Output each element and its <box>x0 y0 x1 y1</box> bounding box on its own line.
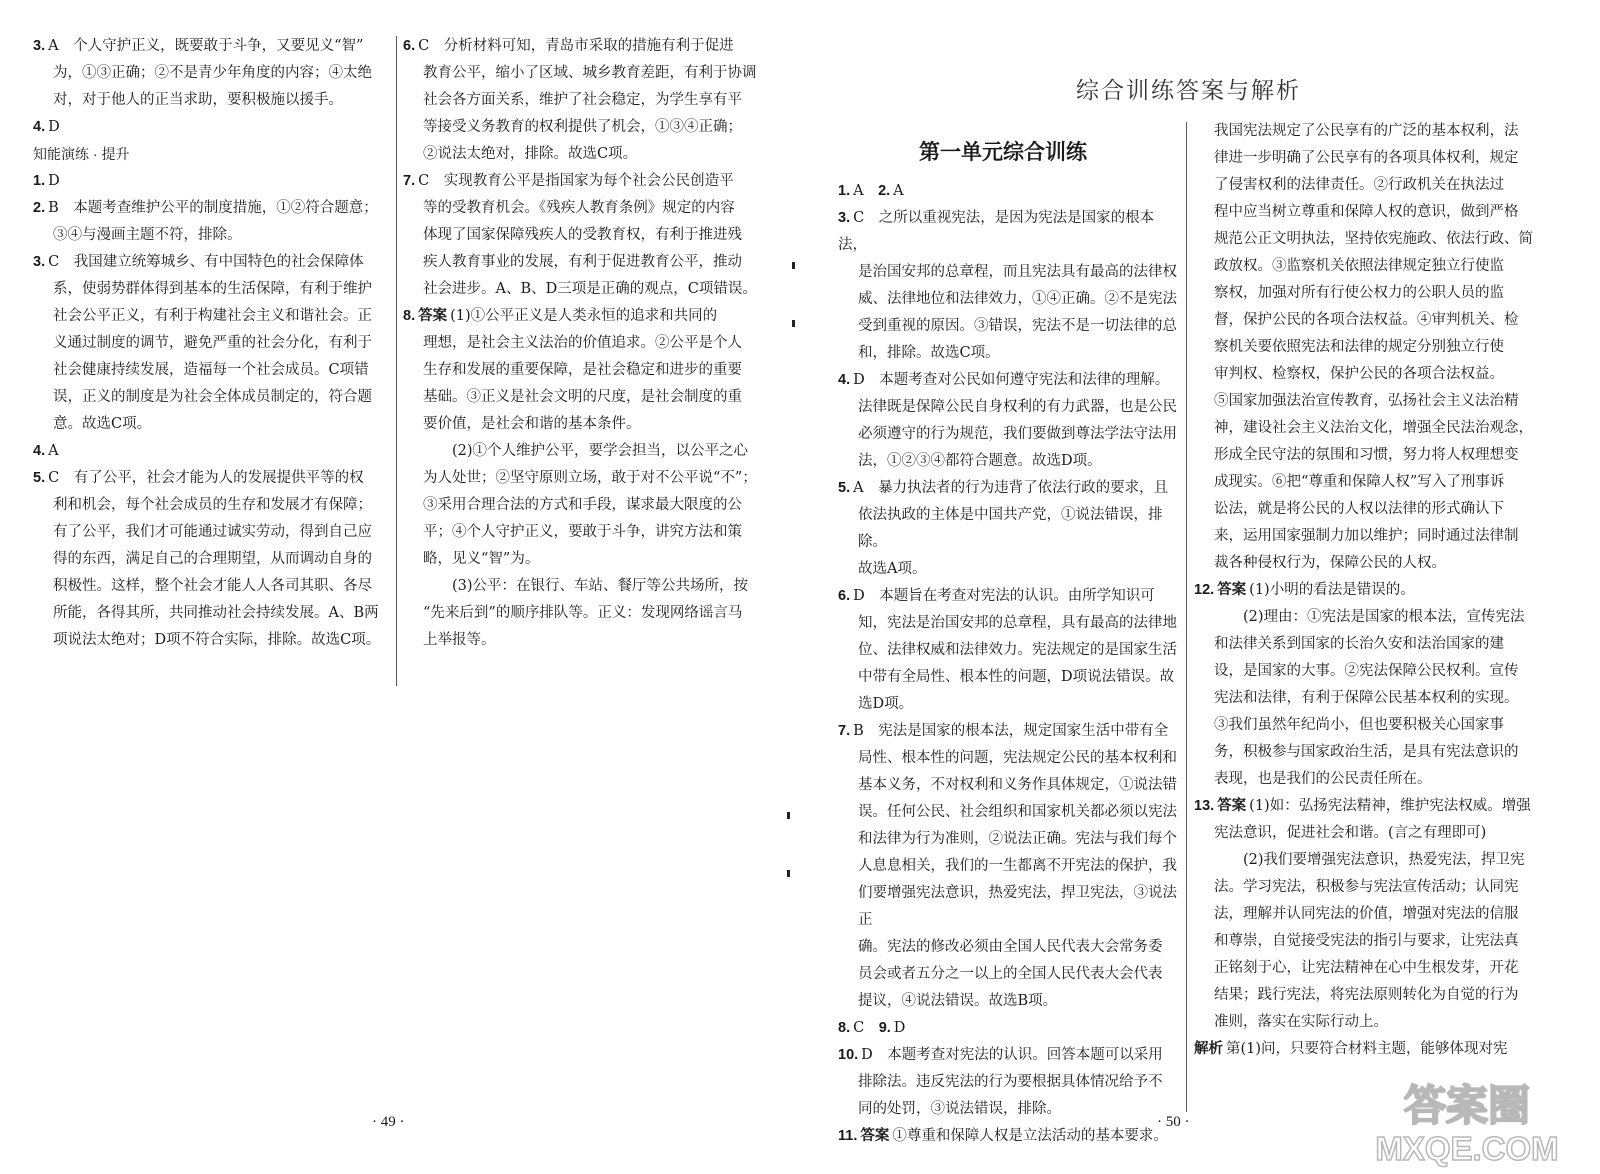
answer-line <box>1194 469 1566 496</box>
line-text: B 宪法是国家的根本法，规定国家生活中带有全 <box>853 723 1169 739</box>
line-text: 察机关要依照宪法和法律的规定分别独立行使 <box>1214 339 1504 355</box>
line-text: ③我们虽然年纪尚小，但也要积极关心国家事 <box>1214 717 1504 733</box>
answer-item <box>403 303 758 330</box>
line-text: 得的东西，满足自己的合理期望，从而调动自身的 <box>53 551 372 567</box>
answer-item <box>838 583 1178 610</box>
answer-line <box>838 340 1178 367</box>
answer-line <box>1194 253 1566 280</box>
answer-line <box>33 276 388 303</box>
answer-item <box>33 249 388 276</box>
line-text: 督，保护公民的各项合法权益。④审判机关、检 <box>1214 312 1519 328</box>
watermark-bottom-text: MXQE.COM <box>1375 1130 1559 1167</box>
item-number: 7. <box>403 173 416 189</box>
item-number: 8. <box>403 308 416 324</box>
answer-line <box>403 60 758 87</box>
line-text: 局性、根本性的问题，宪法规定公民的基本权利和 <box>858 750 1177 766</box>
item-number: 4. <box>838 372 851 388</box>
binding-mark <box>787 812 790 819</box>
line-text: 规范公正文明执法，坚持依宪施政、依法行政、简 <box>1214 231 1533 247</box>
line-text: (2)理由：①宪法是国家的根本法，宣传宪法 <box>1243 609 1525 625</box>
line-text: 知能演练 · 提升 <box>33 146 130 162</box>
answer-line <box>1194 415 1566 442</box>
answer-line <box>838 691 1178 718</box>
line-text: 社会进步。A、B、D三项是正确的观点，C项错误。 <box>423 281 757 297</box>
item-number: 2. <box>33 200 46 216</box>
answer-line <box>403 492 758 519</box>
answer-line <box>838 421 1178 448</box>
line-text: 准则，落实在实际行动上。 <box>1214 1014 1388 1030</box>
answer-line <box>33 411 388 438</box>
line-text: 误，正义的制度是为社会全体成员制定的，符合题 <box>53 389 372 405</box>
line-text: 正铭刻于心，让宪法精神在心中生根发芽，开花 <box>1214 960 1519 976</box>
answer-line <box>838 610 1178 637</box>
answer-item <box>33 114 388 141</box>
left-column-divider <box>396 36 397 686</box>
answer-line <box>33 573 388 600</box>
line-text: 讼法，就是将公民的人权以法律的形式确认下 <box>1214 501 1504 517</box>
line-text: 确。宪法的修改必须由全国人民代表大会常务委 <box>858 939 1163 955</box>
answer-line <box>838 448 1178 475</box>
item-number: 3. <box>838 210 851 226</box>
answer-line <box>1194 523 1566 550</box>
answer-line <box>33 546 388 573</box>
answer-item <box>838 367 1178 394</box>
line-text: 法律既是保障公民自身权利的有力武器，也是公民 <box>858 399 1177 415</box>
answer-line <box>403 195 758 222</box>
item-number: 13. <box>1194 798 1215 814</box>
answer-line <box>1194 442 1566 469</box>
line-text: (3)公平：在银行、车站、餐厅等公共场所，按 <box>452 578 749 594</box>
line-text: “先来后到”的顺序排队等。正义：发现网络谣言马 <box>423 605 743 621</box>
line-text: 是治国安邦的总章程，而且宪法具有最高的法律权 <box>858 264 1177 280</box>
line-text: 律进一步明确了公民享有的各项具体权利，规定 <box>1214 150 1519 166</box>
line-text: 社会各方面关系，维护了社会稳定，为学生享有平 <box>423 92 742 108</box>
answer-line <box>838 1069 1178 1096</box>
left-column-2 <box>403 33 758 654</box>
page-number-right: · 50 · <box>1157 1114 1190 1130</box>
answer-item <box>33 465 388 492</box>
answer-line <box>838 799 1178 826</box>
answer-line <box>33 60 388 87</box>
answer-line <box>1194 658 1566 685</box>
line-text: (1)如：弘扬宪法精神，维护宪法权威。增强 <box>1249 798 1531 814</box>
answer-item <box>33 33 388 60</box>
watermark-top-text: 答案圈 <box>1403 1082 1531 1129</box>
line-text: C 之所以重视宪法，是因为宪法是国家的根本法， <box>838 210 1155 253</box>
line-text: 提议，④说法错误。故选B项。 <box>858 993 1058 1009</box>
answer-line <box>838 880 1178 934</box>
line-text: 等的受教育机会。《残疾人教育条例》规定的内容 <box>423 200 735 216</box>
item-number: 5. <box>838 480 851 496</box>
answer-line <box>838 961 1178 988</box>
line-text: 体现了国家保障残疾人的受教育权，有利于推进残 <box>423 227 742 243</box>
answer-line <box>1194 307 1566 334</box>
item-number: 3. <box>33 38 46 54</box>
line-text: (1)小明的看法是错误的。 <box>1249 582 1415 598</box>
answer-line <box>1194 739 1566 766</box>
line-text: 意。故选C项。 <box>53 416 152 432</box>
item-number: 3. <box>33 254 46 270</box>
item-number: 9. <box>878 1020 891 1036</box>
line-text: 选D项。 <box>858 696 914 712</box>
answer-line <box>403 330 758 357</box>
answer-item <box>33 168 388 195</box>
line-text: 结果；践行宪法，将宪法原则转化为自觉的行为 <box>1214 987 1519 1003</box>
answer-line <box>403 627 758 654</box>
answer-label: 解析 <box>1194 1041 1223 1057</box>
answer-line <box>33 357 388 384</box>
right-column-divider <box>1186 122 1187 1112</box>
answer-line <box>838 988 1178 1015</box>
line-text: 平；④个人守护正义，要敢于斗争，讲究方法和策 <box>423 524 742 540</box>
answer-line <box>1194 226 1566 253</box>
item-number: 10. <box>838 1047 859 1063</box>
line-text: A <box>48 443 59 459</box>
item-number: 2. <box>878 183 891 199</box>
answer-item <box>838 178 1178 205</box>
line-text: 宪法意识，促进社会和谐。(言之有理即可) <box>1214 825 1487 841</box>
answer-line <box>33 519 388 546</box>
answer-line <box>403 546 758 573</box>
line-text: 我国宪法规定了公民享有的广泛的基本权利，法 <box>1214 123 1519 139</box>
answer-line <box>1194 1009 1566 1036</box>
line-text: 义通过制度的调节，避免严重的社会分化，有利于 <box>53 335 372 351</box>
answer-label: 答案 <box>418 308 448 324</box>
answer-line <box>403 114 758 141</box>
left-column-1 <box>33 33 388 654</box>
answer-line <box>1194 820 1566 847</box>
answer-line <box>1194 712 1566 739</box>
line-text: 政放权。③监察机关依照法律规定独立行使监 <box>1214 258 1504 274</box>
answer-line <box>838 772 1178 799</box>
item-number: 4. <box>33 119 46 135</box>
line-text: 和，排除。故选C项。 <box>858 345 1000 361</box>
line-text: 依法执政的主体是中国共产党，①说法错误，排除。 <box>858 507 1163 550</box>
item-number: 1. <box>33 173 46 189</box>
answer-line <box>1194 280 1566 307</box>
answer-line <box>1194 847 1566 874</box>
binding-mark <box>792 320 795 327</box>
line-text: 表现，也是我们的公民责任所在。 <box>1214 771 1432 787</box>
line-text: 神，建设社会主义法治文化，增强全民法治观念， <box>1214 420 1533 436</box>
line-text: D <box>893 1020 906 1036</box>
line-text: ③④与漫画主题不符，排除。 <box>53 227 242 243</box>
answer-line <box>403 600 758 627</box>
answer-line <box>838 394 1178 421</box>
line-text: 社会健康持续发展，造福每一个社会成员。C项错 <box>53 362 369 378</box>
answer-line <box>403 222 758 249</box>
answer-line <box>838 556 1178 583</box>
line-text: 法。学习宪法，积极参与宪法宣传活动；认同宪 <box>1214 879 1519 895</box>
answer-line <box>1194 1036 1566 1063</box>
line-text: 项说法太绝对；D项不符合实际，排除。故选C项。 <box>53 632 381 648</box>
item-number: 12. <box>1194 582 1215 598</box>
line-text: C <box>853 1020 879 1036</box>
line-text: 设，是国家的大事。②宪法保障公民权利。宣传 <box>1214 663 1519 679</box>
answer-line <box>1194 361 1566 388</box>
line-text: 位、法律权威和法律效力。宪法规定的是国家生活 <box>858 642 1177 658</box>
answer-line <box>838 502 1178 556</box>
line-text: 察权，加强对所有行使公权力的公职人员的监 <box>1214 285 1504 301</box>
line-text: 们要增强宪法意识，热爱宪法，捍卫宪法，③说法正 <box>858 885 1177 928</box>
line-text: ⑤国家加强法治宣传教育，弘扬社会主义法治精 <box>1214 393 1519 409</box>
line-text: 和法律关系到国家的长治久安和法治国家的建 <box>1214 636 1504 652</box>
answer-line <box>403 519 758 546</box>
line-text: ①尊重和保障人权是立法活动的基本要求。 <box>892 1128 1168 1144</box>
line-text: D 本题旨在考查对宪法的认识。由所学知识可 <box>853 588 1155 604</box>
line-text: 员会或者五分之一以上的全国人民代表大会代表 <box>858 966 1163 982</box>
line-text: B 本题考查维护公平的制度措施，①②符合题意； <box>48 200 378 216</box>
line-text: (1)①公平正义是人类永恒的追求和共同的 <box>450 308 718 324</box>
answer-item <box>1194 793 1566 820</box>
line-text: 积极性。这样，整个社会才能人人各司其职、各尽 <box>53 578 372 594</box>
answer-line <box>403 384 758 411</box>
line-text: 等接受义务教育的权利提供了机会，①③④正确； <box>423 119 742 135</box>
line-text: 审判权、检察权，保护公民的各项合法权益。 <box>1214 366 1504 382</box>
line-text: 理想，是社会主义法治的价值追求。②公平是个人 <box>423 335 742 351</box>
answer-line <box>1194 685 1566 712</box>
line-text: C 分析材料可知，青岛市采取的措施有利于促进 <box>418 38 734 54</box>
line-text: 基础。③正义是社会文明的尺度，是社会制度的重 <box>423 389 742 405</box>
line-text: 为人处世；②坚守原则立场，敢于对不公平说“不”； <box>423 470 757 486</box>
right-column-2 <box>1194 118 1566 1063</box>
line-text: (2)我们要增强宪法意识，热爱宪法，捍卫宪 <box>1243 852 1525 868</box>
answer-line <box>1194 604 1566 631</box>
answer-line <box>838 664 1178 691</box>
answer-line <box>33 492 388 519</box>
answer-line <box>403 438 758 465</box>
answer-line <box>838 934 1178 961</box>
line-text: 排除法。违反宪法的行为要根据具体情况给予不 <box>858 1074 1163 1090</box>
line-text: A <box>853 183 879 199</box>
answer-line <box>33 600 388 627</box>
answer-item <box>1194 577 1566 604</box>
line-text: 有了公平，我们才可能通过诚实劳动，得到自己应 <box>53 524 372 540</box>
line-text: 所能，各得其所，共同推动社会持续发展。A、B两 <box>53 605 379 621</box>
line-text: 社会公平正义，有利于构建社会主义和谐社会。正 <box>53 308 372 324</box>
answer-line <box>1194 874 1566 901</box>
line-text: 法，理解并认同宪法的价值，增强对宪法的信服 <box>1214 906 1519 922</box>
line-text: 必须遵守的行为规范，我们要做到尊法学法守法用 <box>858 426 1177 442</box>
answer-line <box>33 87 388 114</box>
line-text: C 有了公平，社会才能为人的发展提供平等的权 <box>48 470 364 486</box>
answer-label: 答案 <box>860 1128 890 1144</box>
line-text: C 实现教育公平是指国家为每个社会公民创造平 <box>418 173 734 189</box>
line-text: 成现实。⑥把“尊重和保障人权”写入了刑事诉 <box>1214 474 1505 490</box>
answer-item <box>33 195 388 222</box>
answer-line <box>1194 766 1566 793</box>
answer-label: 答案 <box>1217 582 1247 598</box>
answer-line <box>403 249 758 276</box>
item-number: 1. <box>838 183 851 199</box>
line-text: 了侵害权利的法律责任。②行政机关在执法过 <box>1214 177 1504 193</box>
page-number-left: · 49 · <box>372 1114 405 1130</box>
line-text: 和法律为行为准则，②说法正确。宪法与我们每个 <box>858 831 1177 847</box>
answer-line <box>403 357 758 384</box>
answer-line <box>403 411 758 438</box>
line-text: 人息息相关，我们的一生都离不开宪法的保护，我 <box>858 858 1177 874</box>
answer-line <box>1194 145 1566 172</box>
line-text: 威、法律地位和法律效力，①④正确。②不是宪法 <box>858 291 1177 307</box>
line-text: 形成全民守法的氛围和习惯，努力将人权理想变 <box>1214 447 1519 463</box>
item-number: 6. <box>838 588 851 604</box>
unit-title: 第一单元综合训练 <box>919 141 1087 164</box>
answer-line <box>838 637 1178 664</box>
line-text: D 本题考查对公民如何遵守宪法和法律的理解。 <box>853 372 1170 388</box>
answer-line <box>1194 199 1566 226</box>
line-text: 知，宪法是治国安邦的总章程，具有最高的法律地 <box>858 615 1177 631</box>
answer-line <box>838 745 1178 772</box>
answer-line <box>1194 334 1566 361</box>
answer-line <box>403 87 758 114</box>
answer-item <box>838 205 1178 259</box>
line-text: 宪法和法律，有利于保障公民基本权利的实现。 <box>1214 690 1519 706</box>
answer-line <box>33 330 388 357</box>
item-number: 8. <box>838 1020 851 1036</box>
line-text: A <box>893 183 904 199</box>
answer-line <box>33 384 388 411</box>
watermark-logo <box>1345 1068 1590 1168</box>
line-text: 生存和发展的重要保障，是社会稳定和进步的重要 <box>423 362 742 378</box>
binding-mark <box>787 870 790 877</box>
answer-line <box>403 276 758 303</box>
answer-line <box>403 573 758 600</box>
item-number: 7. <box>838 723 851 739</box>
answer-line <box>838 259 1178 286</box>
answer-line <box>838 286 1178 313</box>
section-heading <box>33 141 388 168</box>
answer-line <box>1194 982 1566 1009</box>
answer-line <box>838 826 1178 853</box>
answer-line <box>838 853 1178 880</box>
line-text: 对，对于他人的正当求助，要积极施以援手。 <box>53 92 343 108</box>
line-text: 同的处罚，③说法错误，排除。 <box>858 1101 1061 1117</box>
line-text: 误。任何公民、社会组织和国家机关都必须以宪法 <box>858 804 1177 820</box>
answer-line <box>1194 550 1566 577</box>
item-number: 11. <box>838 1128 858 1144</box>
line-text: D 本题考查对宪法的认识。回答本题可以采用 <box>861 1047 1163 1063</box>
answer-item <box>838 1015 1178 1042</box>
answer-item <box>838 1123 1178 1150</box>
answer-item <box>838 475 1178 502</box>
answer-line <box>33 627 388 654</box>
line-text: (2)①个人维护公平，要学会担当，以公平之心 <box>452 443 749 459</box>
answer-line <box>838 1096 1178 1123</box>
answer-line <box>1194 955 1566 982</box>
answer-line <box>1194 388 1566 415</box>
answer-line <box>1194 118 1566 145</box>
answer-item <box>838 1042 1178 1069</box>
line-text: 法，①②③④都符合题意。故选D项。 <box>858 453 1102 469</box>
line-text: ③采用合理合法的方式和手段，谋求最大限度的公 <box>423 497 742 513</box>
line-text: 受到重视的原因。③错误，宪法不是一切法律的总 <box>858 318 1177 334</box>
item-number: 4. <box>33 443 46 459</box>
line-text: 中带有全局性、根本性的问题，D项说法错误。故 <box>858 669 1175 685</box>
binding-mark <box>792 262 795 269</box>
line-text: 务，积极参与国家政治生活，是具有宪法意识的 <box>1214 744 1519 760</box>
answer-line <box>1194 631 1566 658</box>
answer-line <box>1194 901 1566 928</box>
line-text: 要价值，是社会和谐的基本条件。 <box>423 416 641 432</box>
line-text: 为，①③正确；②不是青少年角度的内容；④太绝 <box>53 65 372 81</box>
line-text: 上举报等。 <box>423 632 496 648</box>
answer-item <box>33 438 388 465</box>
line-text: 第(1)问，只要符合材料主题，能够体现对宪 <box>1226 1041 1508 1057</box>
answer-line <box>33 222 388 249</box>
line-text: 来，运用国家强制力加以维护；同时通过法律制 <box>1214 528 1519 544</box>
item-number: 5. <box>33 470 46 486</box>
line-text: 和尊崇，自觉接受宪法的指引与要求，让宪法真 <box>1214 933 1519 949</box>
answer-line <box>838 313 1178 340</box>
page-title: 综合训练答案与解析 <box>1076 78 1301 104</box>
answer-line <box>1194 172 1566 199</box>
answer-label: 答案 <box>1217 798 1247 814</box>
answer-item <box>403 168 758 195</box>
line-text: 利和机会，每个社会成员的生存和发展才有保障； <box>53 497 372 513</box>
answer-line <box>403 141 758 168</box>
line-text: D <box>48 119 60 135</box>
line-text: 裁各种侵权行为，保障公民的人权。 <box>1214 555 1446 571</box>
answer-item <box>403 33 758 60</box>
line-text: 疾人教育事业的发展，有利于促进教育公平，推动 <box>423 254 742 270</box>
line-text: 系，使弱势群体得到基本的生活保障，有利于维护 <box>53 281 372 297</box>
line-text: D <box>48 173 60 189</box>
line-text: C 我国建立统筹城乡、有中国特色的社会保障体 <box>48 254 364 270</box>
line-text: 教育公平，缩小了区域、城乡教育差距，有利于协调 <box>423 65 757 81</box>
line-text: 略，见义“智”为。 <box>423 551 540 567</box>
answer-line <box>1194 928 1566 955</box>
line-text: A 暴力执法者的行为违背了依法行政的要求，且 <box>853 480 1169 496</box>
answer-item <box>838 718 1178 745</box>
right-column-1 <box>838 178 1178 1150</box>
answer-line <box>33 303 388 330</box>
line-text: ②说法太绝对，排除。故选C项。 <box>423 146 638 162</box>
line-text: 基本义务，不对权利和义务作具体规定，①说法错 <box>858 777 1177 793</box>
line-text: 程中应当树立尊重和保障人权的意识，做到严格 <box>1214 204 1519 220</box>
line-text: 故选A项。 <box>858 561 927 577</box>
line-text: A 个人守护正义，既要敢于斗争，又要见义“智” <box>48 38 364 54</box>
item-number: 6. <box>403 38 416 54</box>
answer-line <box>403 465 758 492</box>
answer-line <box>1194 496 1566 523</box>
